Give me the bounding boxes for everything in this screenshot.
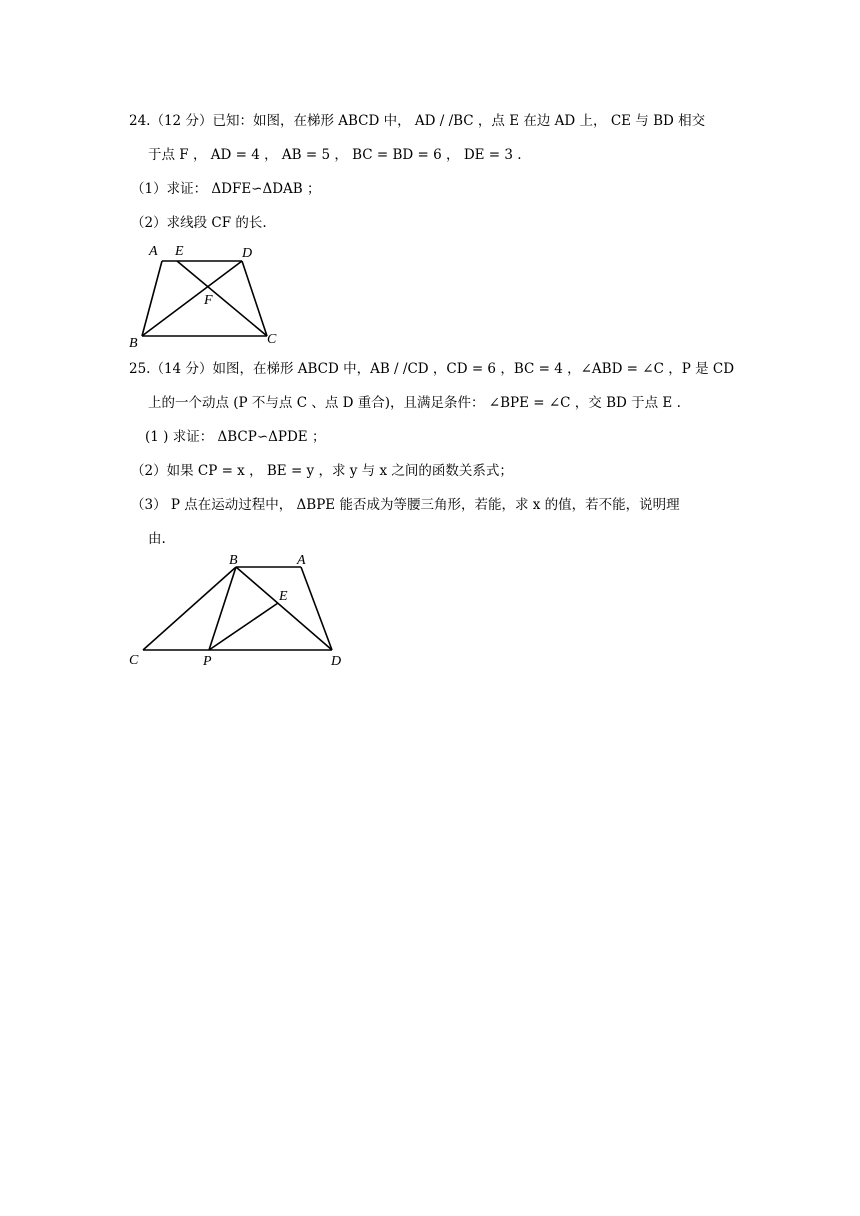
q25-part1: (1 ) 求证： ΔBCP∽ΔPDE ； [145, 429, 326, 445]
q25-part3-line1: （3） P 点在运动过程中， ΔBPE 能否成为等腰三角形，若能，求 x 的值，若不能，说明理 [131, 497, 680, 513]
segment-BD [142, 261, 242, 336]
segment-BD [236, 567, 332, 650]
q24-line2: 于点 F ， AD = 4 ， AB = 5 ， BC = BD = 6 ， DE = 3 . [148, 147, 522, 163]
q25-figure [125, 550, 355, 670]
label-E: E [279, 589, 288, 604]
q24-line1: 24.（12 分）已知：如图，在梯形 ABCD 中， AD / /BC ，点 E 在边 AD 上， CE 与 BD 相交 [129, 113, 706, 129]
label-C: C [267, 332, 277, 347]
label-D: D [242, 246, 253, 261]
q24-part2: （2）求线段 CF 的长. [131, 215, 267, 231]
q25-part2: （2）如果 CP = x ， BE = y ，求 y 与 x 之间的函数关系式； [131, 463, 513, 479]
label-C: C [129, 653, 139, 668]
label-B: B [229, 553, 238, 568]
label-B: B [129, 336, 138, 350]
q25-part3-line2: 由. [148, 531, 166, 547]
label-A: A [297, 553, 306, 568]
q24-figure [125, 240, 295, 350]
label-E: E [175, 244, 184, 259]
segment-EC [177, 261, 267, 336]
label-A: A [149, 244, 158, 259]
q25-line2: 上的一个动点 (P 不与点 C 、点 D 重合)，且满足条件： ∠BPE = ∠C ，交 BD 于点 E . [148, 395, 681, 411]
label-P: P [203, 654, 212, 669]
segment-AB [142, 261, 162, 336]
label-F: F [204, 293, 213, 308]
segment-PE [209, 603, 278, 650]
q25-line1: 25.（14 分）如图，在梯形 ABCD 中，AB / /CD ，CD = 6 ，BC = 4 ，∠ABD = ∠C ，P 是 CD [129, 361, 735, 377]
label-D: D [331, 654, 342, 669]
q24-part1: （1）求证： ΔDFE∽ΔDAB ； [131, 181, 321, 197]
